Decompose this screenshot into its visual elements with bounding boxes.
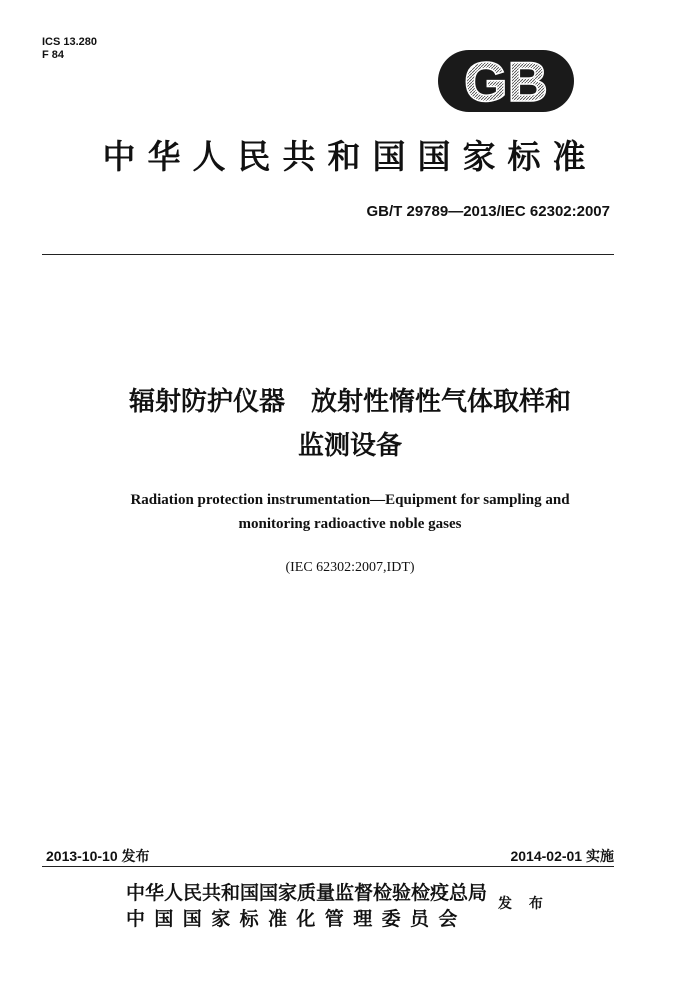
header-divider <box>42 254 614 255</box>
adoption-note: (IEC 62302:2007,IDT) <box>285 560 415 575</box>
chinese-title <box>0 380 700 468</box>
issuer-sac: 中国国家标准化管理委员会 <box>126 908 467 930</box>
english-title-line1: Radiation protection instrumentation—Equipment for sampling and <box>130 492 570 508</box>
gb-logo-letters: GB <box>464 50 548 113</box>
ics-code: ICS 13.280 <box>42 36 98 48</box>
issuer-aqsiq: 中华人民共和国国家质量监督检验检疫总局 <box>126 882 488 904</box>
issuing-authorities <box>126 880 487 932</box>
publish-label: 发 布 <box>498 896 549 912</box>
ccs-code: F 84 <box>42 49 65 61</box>
classification-codes <box>42 36 97 62</box>
standard-number: GB/T 29789—2013/IEC 62302:2007 <box>366 203 610 220</box>
chinese-title-line1: 辐射防护仪器 放射性惰性气体取样和 <box>128 387 571 417</box>
issue-date: 2013-10-10 发布 <box>46 848 150 864</box>
standard-type-heading: 中华人民共和国国家标准 <box>102 137 598 176</box>
chinese-title-line2: 监测设备 <box>297 431 402 461</box>
english-title <box>0 488 700 536</box>
implementation-date: 2014-02-01 实施 <box>510 848 614 864</box>
gb-logo <box>436 46 576 116</box>
english-title-line2: monitoring radioactive noble gases <box>238 516 462 532</box>
footer-divider <box>42 866 614 867</box>
